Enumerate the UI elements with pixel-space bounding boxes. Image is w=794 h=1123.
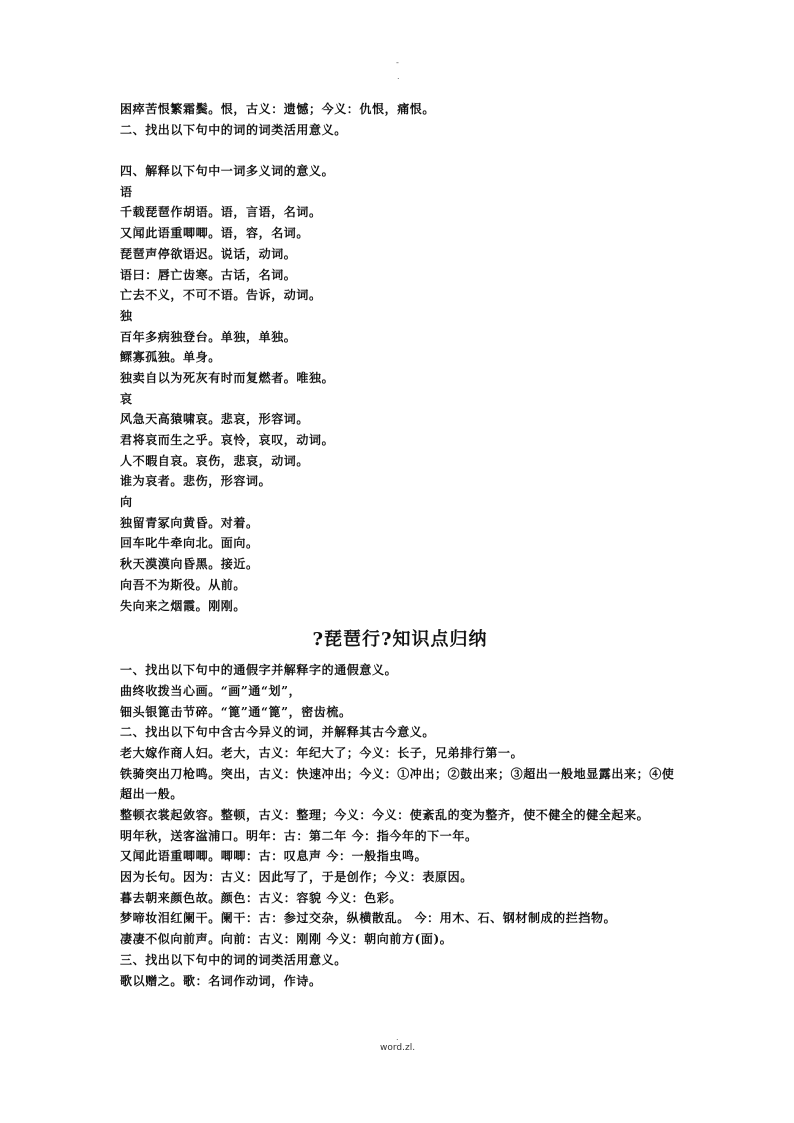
text-line: 钿头银篦击节碎。“篦”通“篦”，密齿梳。 [120,704,352,719]
top-section [120,99,680,616]
text-line: 向吾不为斯役。从前。 [120,577,247,592]
text-line: 琵琶声停欲语迟。说话，动词。 [120,246,297,261]
footer-text: word.zl. [380,1043,416,1053]
keyword: 哀 [120,391,133,406]
document-body [120,99,680,991]
text-line: 千载琵琶作胡语。语，言语，名词。 [120,205,322,220]
text-line: 秋天漠漠向昏黑。接近。 [120,557,259,572]
text-line: 回车叱牛牵向北。面向。 [120,536,259,551]
text-line: 曲终收拨当心画。“画”通“划”， [120,683,302,698]
header-mark-dash: - [396,58,399,67]
section-heading: 四、解释以下句中一词多义词的意义。 [120,164,335,179]
text-line: 独留青冢向黄昏。对着。 [120,515,259,530]
text-line: 又闻此语重唧唧。语，容，名词。 [120,226,310,241]
text-line: 梦啼妆泪红阑干。阑干：古：参过交杂，纵横散乱。 今：用木、石、钢材制成的拦挡物。 [120,911,617,926]
footer-dot: . [396,1033,399,1042]
text-line: 凄凄不似向前声。向前：古义：刚刚 今义：朝向前方(面)。 [120,932,453,947]
section-heading: 二、找出以下句中的词的词类活用意义。 [120,122,347,137]
text-line: 百年多病独登台。单独，单独。 [120,329,297,344]
blank-line [120,140,680,161]
text-line: 鳏寡孤独。单身。 [120,350,221,365]
text-paragraph: 整顿衣裳起敛容。整顿，古义：整理；今义：今义：使紊乱的变为整齐，使不健全的健全起来。 [120,808,650,823]
text-line: 困瘁苦恨繁霜鬓。恨，古义：遗憾；今义：仇恨，痛恨。 [120,102,436,116]
section-heading: 一、找出以下句中的通假字并解释字的通假意义。 [120,663,398,678]
text-line: 风急天高猿啸哀。悲哀，形容词。 [120,412,310,427]
text-line: 谁为哀者。悲伤，形容词。 [120,474,272,489]
text-line: 暮去朝来颜色故。颜色：古义：容貌 今义：色彩。 [120,890,402,905]
text-line: 语曰：唇亡齿寒。古话，名词。 [120,267,297,282]
keyword: 向 [120,495,133,510]
text-line: 歌以赠之。歌：名词作动词，作诗。 [120,973,322,988]
text-line: 人不暇自哀。哀伤，悲哀，动词。 [120,453,310,468]
header-mark-dot: . [397,72,400,81]
section-heading: 二、找出以下句中含古今异义的词，并解释其古今意义。 [120,725,436,740]
section-title: ?琵琶行?知识点归纳 [312,629,488,651]
text-line: 明年秋，送客湓浦口。明年：古：第二年 今：指今年的下一年。 [120,828,478,843]
bottom-section [120,660,680,991]
text-line: 因为长句。因为：古义：因此写了，于是创作；今义：表原因。 [120,870,473,885]
text-line: 君将哀而生之乎。哀怜，哀叹，动词。 [120,433,335,447]
section-heading: 三、找出以下句中的词的词类活用意义。 [120,952,347,967]
text-line: 老大嫁作商人妇。老大，古义：年纪大了；今义：长子，兄弟排行第一。 [120,745,524,760]
text-line: 独卖自以为死灰有时而复燃者。唯独。 [120,370,335,385]
keyword: 独 [120,308,133,323]
text-line: 失向来之烟霞。刚刚。 [120,598,247,613]
keyword: 语 [120,184,133,199]
text-line: 又闻此语重唧唧。唧唧：古：叹息声 今：一般指虫鸣。 [120,849,428,864]
text-paragraph: 铁骑突出刀枪鸣。突出，古义：快速冲出；今义：①冲出；②鼓出来；③超出一般地显露出来；④使超出一般。 [120,766,675,802]
text-line: 亡去不义，不可不语。告诉，动词。 [120,288,322,303]
